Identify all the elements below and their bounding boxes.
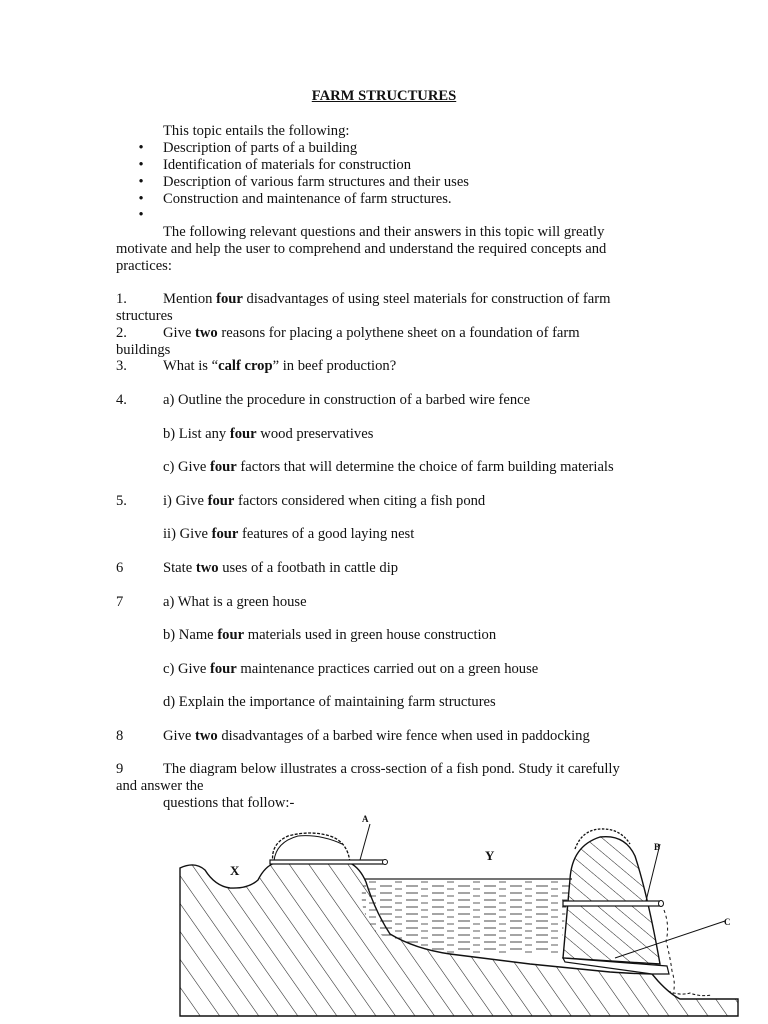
paragraph-line: The following relevant questions and their answers in this topic will greatly	[163, 224, 605, 240]
text-run: i) Give	[163, 493, 208, 509]
text-run: Give	[163, 728, 196, 744]
right-dyke	[563, 837, 660, 964]
bullet-text: Description of various farm structures and their uses	[163, 174, 469, 190]
label-y: Y	[485, 848, 495, 863]
bold-text: four	[210, 661, 237, 677]
question-text	[163, 459, 614, 476]
question-text	[163, 426, 373, 443]
question-text	[163, 291, 610, 308]
label-b-pointer	[646, 844, 660, 901]
bullet-text: Construction and maintenance of farm structures.	[163, 191, 452, 207]
bullet-icon: •	[138, 157, 144, 173]
water-trickle	[664, 910, 674, 994]
question-number: 1.	[116, 291, 127, 307]
question-number: 7	[116, 594, 124, 610]
bullet-icon: •	[138, 174, 144, 190]
question-text	[163, 325, 580, 342]
page-title: FARM STRUCTURES	[311, 88, 457, 104]
text-run: wood preservatives	[256, 426, 374, 442]
label-c: C	[724, 917, 731, 927]
bullet-icon: •	[138, 207, 144, 223]
text-run: uses of a footbath in cattle dip	[218, 560, 399, 576]
label-a-pointer	[360, 824, 370, 860]
question-continuation: structures	[116, 308, 173, 324]
bullet-icon: •	[138, 140, 144, 156]
question-text: a) What is a green house	[163, 594, 307, 610]
text-run: State	[163, 560, 196, 576]
bold-text: two	[195, 325, 218, 341]
bullet-icon: •	[138, 191, 144, 207]
bold-text: two	[195, 728, 218, 744]
grass-left	[273, 833, 350, 863]
question-number: 6	[116, 560, 124, 576]
overflow-pipe	[563, 901, 661, 906]
text-run: factors that will determine the choice of farm building materials	[236, 459, 614, 475]
inlet-pipe	[270, 860, 385, 864]
fish-pond-diagram	[170, 806, 760, 1022]
bold-text: two	[195, 560, 219, 576]
text-run: maintenance practices carried out on a green house	[236, 661, 539, 677]
bold-text: four	[210, 459, 237, 475]
text-run: b) List any	[163, 426, 230, 442]
question-text	[163, 560, 398, 577]
text-run: features of a good laying nest	[238, 526, 415, 542]
question-number: 3.	[116, 358, 127, 374]
text-run: b) Name	[163, 627, 218, 643]
text-run: reasons for placing a polythene sheet on a foundation of farm	[217, 325, 580, 341]
bullet-text: Identification of materials for construction	[163, 157, 412, 173]
question-continuation: buildings	[116, 342, 171, 358]
paragraph-line: practices:	[116, 258, 172, 274]
bullet-text: Description of parts of a building	[163, 140, 358, 156]
bold-text: four	[207, 493, 235, 509]
text-run: materials used in green house construction	[244, 627, 497, 643]
text-run: ” in beef production?	[272, 358, 397, 374]
question-number: 9	[116, 761, 124, 777]
text-run: c) Give	[163, 661, 211, 677]
question-number: 2.	[116, 325, 127, 341]
text-run: c) Give	[163, 459, 211, 475]
question-continuation: and answer the	[116, 778, 204, 794]
text-run: disadvantages of using steel materials for construction of farm	[242, 291, 611, 307]
text-run: factors considered when citing a fish pond	[234, 493, 486, 509]
label-x: X	[230, 863, 240, 878]
text-run: What is “	[163, 358, 219, 374]
text-run: Give	[163, 325, 196, 341]
bold-text: four	[216, 291, 243, 307]
question-text: The diagram below illustrates a cross-section of a fish pond. Study it carefully	[163, 761, 620, 777]
intro-text: This topic entails the following:	[163, 123, 350, 139]
question-text	[163, 358, 396, 375]
question-number: 8	[116, 728, 124, 744]
bold-text: four	[229, 426, 257, 442]
bold-text: four	[211, 526, 239, 542]
text-run: disadvantages of a barbed wire fence when used in paddocking	[217, 728, 590, 744]
bold-text: four	[217, 627, 245, 643]
question-continuation: questions that follow:-	[163, 795, 295, 811]
question-text	[163, 661, 538, 678]
question-text	[163, 526, 414, 543]
text-run: ii) Give	[163, 526, 212, 542]
label-b: B	[654, 842, 661, 852]
question-text	[163, 627, 496, 644]
question-number: 4.	[116, 392, 127, 408]
question-text: a) Outline the procedure in construction of a barbed wire fence	[163, 392, 531, 408]
text-run: Mention	[163, 291, 217, 307]
question-text	[163, 493, 485, 510]
bold-text: calf crop	[218, 358, 273, 374]
paragraph-line: motivate and help the user to comprehend and understand the required concepts and	[116, 241, 607, 257]
label-a: A	[362, 814, 369, 824]
question-text	[163, 728, 590, 745]
question-text: d) Explain the importance of maintaining farm structures	[163, 694, 496, 710]
question-number: 5.	[116, 493, 127, 509]
